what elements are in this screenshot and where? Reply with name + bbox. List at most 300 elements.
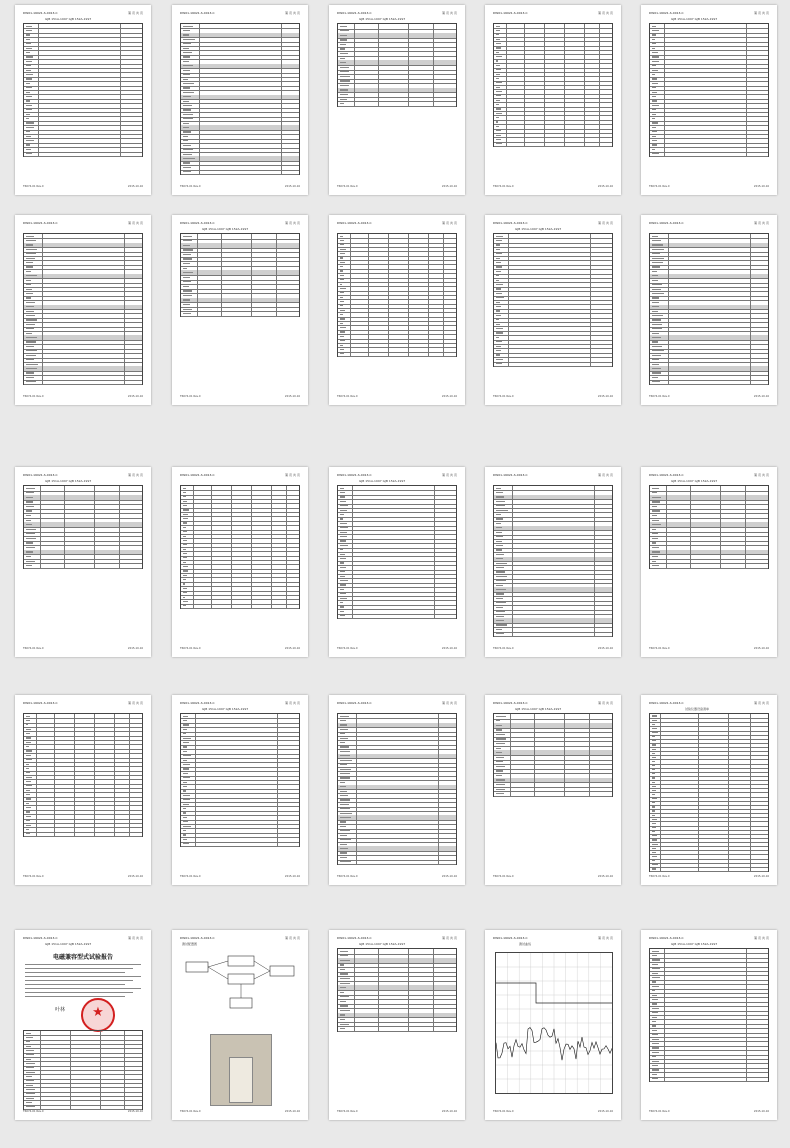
table-cell-text [652,823,656,824]
table-cell-text [26,271,31,272]
table-cell-text [340,288,346,289]
table-cell-text [496,549,502,550]
table-cell-text [652,74,655,75]
table-column-line [433,949,434,1031]
page-number-label: 第 页 共 页 [128,473,143,477]
table-cell-text [496,65,500,66]
footer-date: 2015-10-16 [597,1110,613,1113]
table-column-line [666,486,667,568]
table-cell-text [652,959,660,960]
table-cell-text [652,280,658,281]
table-cell-text [496,236,503,237]
table-cell-text [652,777,655,778]
table-cell-text [183,245,190,246]
table-cell-text [26,249,37,250]
table-cell-text [183,26,193,27]
footer-date: 2015-10-16 [441,395,457,398]
table-cell-text [652,346,662,347]
table-column-line [594,486,595,636]
equipment-cabinet [229,1057,253,1103]
table-cell-text [340,602,343,603]
table-cell-text [496,39,500,40]
report-page [329,5,465,195]
table-cell-text [26,720,30,721]
footer-date: 2015-10-16 [753,647,769,650]
table-cell-text [26,746,29,747]
report-page [329,215,465,405]
table-row [181,842,299,847]
table-cell-text [340,996,349,997]
table-cell-text [652,258,664,259]
table-cell-text [26,1080,34,1081]
table-cell-text [496,576,507,577]
table-cell-text [183,601,188,602]
table-cell-text [340,1010,350,1011]
data-table [493,713,613,797]
table-cell-text [496,117,499,118]
table-cell-text [26,364,38,365]
report-id: DW01-16021-S-0013-C [337,473,372,477]
table-cell-text [26,372,34,373]
table-cell-text [652,995,657,996]
table-cell-text [26,561,35,562]
table-cell-text [496,589,506,590]
table-column-line [378,24,379,106]
table-cell-text [183,557,187,558]
table-cell-text [652,1065,658,1066]
table-column-line [36,714,37,836]
table-cell-text [340,279,344,280]
table-cell-text [26,333,32,334]
table-cell-text [496,775,502,776]
report-id: DW01-16021-S-0013-C [337,221,372,225]
table-cell-text [652,306,659,307]
table-cell-text [26,52,30,53]
table-cell-text [652,856,657,857]
table-cell-text [340,103,344,104]
table-cell-text [183,544,187,545]
table-column-line [524,24,525,146]
table-cell-text [183,738,191,739]
table-cell-text [652,839,657,840]
chart-frame [495,952,613,1094]
table-cell-text [340,567,346,568]
table-cell-text [652,1039,659,1040]
table-cell-text [340,724,347,725]
footer-date: 2015-10-16 [127,647,143,650]
footer-date: 2015-10-16 [753,875,769,878]
table-cell-text [496,284,503,285]
table-cell-text [652,96,656,97]
table-cell-text [496,510,508,511]
table-cell-text [496,567,504,568]
report-page [641,695,777,885]
table-cell-text [340,253,345,254]
table-cell-text [26,742,31,743]
table-cell-text [652,732,658,733]
data-table [23,233,143,385]
table-cell-text [496,734,505,735]
table-cell-text [26,1054,34,1055]
table-cell-text [652,1003,657,1004]
table-cell-text [26,506,34,507]
table-cell-text [496,729,502,730]
table-cell-text [496,43,501,44]
table-cell-text [496,523,501,524]
table-cell-text [183,795,190,796]
table-cell-text [652,990,655,991]
footer-form-code: TR074-01 Rev.0 [493,185,514,188]
table-cell-text [496,554,504,555]
table-cell-text [183,562,186,563]
table-cell-text [183,839,187,840]
table-cell-text [183,531,187,532]
standard-label: GJB 151A-1997 GJB 152A-1997 [359,479,406,483]
table-cell-text [340,270,343,271]
table-cell-text [340,978,350,979]
page-footer [493,185,613,189]
table-cell-text [496,126,499,127]
table-cell-text [496,536,503,537]
table-cell-text [340,799,350,800]
table-cell-text [496,100,500,101]
data-table [23,23,143,157]
table-cell-text [496,761,503,762]
table-cell-text [652,1008,659,1009]
report-id: DW01-16021-S-0013-C [649,936,684,940]
table-cell-text [183,304,190,305]
table-cell-text [652,52,658,53]
table-cell-text [496,496,504,497]
table-column-line [443,234,444,356]
table-cell-text [26,61,32,62]
footer-date: 2015-10-16 [127,1110,143,1113]
page-number-label: 第 页 共 页 [598,936,613,940]
table-cell-text [496,585,503,586]
table-cell-text [652,831,655,832]
table-cell-text [652,372,661,373]
table-cell-text [652,765,655,766]
footer-form-code: TR074-01 Rev.0 [649,1110,670,1113]
table-cell-text [340,492,345,493]
table-cell-text [26,127,34,128]
table-cell-text [496,113,502,114]
table-cell-text [652,240,661,241]
table-cell-text [652,92,657,93]
page-header [337,221,457,229]
table-cell-text [496,501,505,502]
table-cell-text [340,589,344,590]
table-cell-text [26,65,31,66]
table-cell-text [340,536,347,537]
table-cell-text [496,288,501,289]
table-cell-text [652,848,656,849]
table-cell-text [652,114,656,115]
handwritten-signature: 叶林 [55,1007,66,1013]
table-cell-text [26,122,34,123]
data-table [649,713,769,872]
table-cell-text [183,158,195,159]
table-cell-text [26,556,31,557]
table-cell-text [26,524,32,525]
table-cell-text [496,91,502,92]
report-id: DW01-16021-S-0013-C [649,473,684,477]
table-cell-text [183,131,191,132]
table-cell-text [340,501,346,502]
table-cell-text [183,773,188,774]
table-cell-text [652,30,659,31]
table-cell-text [26,34,30,35]
table-cell-text [652,501,660,502]
footer-form-code: TR074-01 Rev.0 [493,1110,514,1113]
table-cell-text [652,149,655,150]
table-cell-text [652,311,658,312]
table-column-line [664,24,665,156]
table-cell-text [26,1046,31,1047]
table-cell-text [340,826,346,827]
table-cell-text [183,527,186,528]
table-cell-text [652,355,661,356]
table-cell-text [183,579,186,580]
table-cell-text [183,536,186,537]
table-cell-text [652,1074,657,1075]
table-cell-text [496,558,503,559]
table-cell-text [652,293,664,294]
table-cell-text [496,249,500,250]
table-cell-text [496,720,500,721]
footer-form-code: TR074-01 Rev.0 [337,647,358,650]
page-footer [337,185,457,189]
table-cell-text [496,725,502,726]
page-footer [23,647,143,651]
table-cell-text [340,26,347,27]
table-cell-text [183,566,188,567]
table-cell-text [496,784,505,785]
table-cell-text [496,580,506,581]
table-column-line [38,24,39,156]
table-cell-text [340,839,351,840]
page-footer [493,875,613,879]
table-cell-text [496,616,504,617]
table-cell-text [340,729,348,730]
table-cell-text [496,130,501,131]
table-cell-text [340,523,347,524]
report-id: DW01-16021-S-0013-C [493,473,528,477]
table-cell-text [26,533,35,534]
table-column-line [368,234,369,356]
table-cell-text [183,492,186,493]
table-cell-text [652,289,661,290]
table-cell-text [183,488,186,489]
cover-title: 电磁兼容型式试验报告 [52,954,113,961]
page-number-label: 第 页 共 页 [128,701,143,705]
table-cell-text [26,359,34,360]
table-cell-text [26,829,29,830]
table-cell-text [496,624,507,625]
table-column-line [94,486,95,568]
table-cell-text [183,755,191,756]
equipment-list-title: 试验仪器设备清单 [685,707,710,711]
footer-date: 2015-10-16 [127,395,143,398]
table-cell-text [340,987,346,988]
table-column-line [251,486,252,608]
table-cell-text [496,620,504,621]
table-column-line [70,1031,71,1109]
table-cell-text [340,992,344,993]
table-cell-text [340,48,345,49]
table-cell-text [183,522,187,523]
page-number-label: 第 页 共 页 [754,701,769,705]
page-number-label: 第 页 共 页 [285,936,300,940]
table-cell-text [652,999,658,1000]
table-cell-text [26,48,32,49]
table-cell-text [496,328,503,329]
table-column-line [211,486,212,608]
table-cell-text [340,852,347,853]
table-cell-text [496,757,504,758]
table-cell-text [26,1033,31,1034]
table-cell-text [26,30,32,31]
table-cell-text [26,96,32,97]
table-cell-text [26,551,33,552]
table-cell-text [183,83,194,84]
table-cell-text [496,598,503,599]
table-cell-text [26,520,31,521]
table-cell-text [652,244,663,245]
footer-form-code: TR074-01 Rev.0 [649,647,670,650]
page-number-label: 第 页 共 页 [598,221,613,225]
footer-form-code: TR074-01 Rev.0 [23,185,44,188]
table-column-line [354,949,355,1031]
table-cell-text [26,56,33,57]
table-cell-text [652,275,658,276]
table-cell-text [340,580,348,581]
footer-form-code: TR074-01 Rev.0 [493,647,514,650]
table-cell-text [652,761,655,762]
standard-label: GJB 151A-1997 GJB 152A-1997 [671,942,718,946]
table-cell-text [26,302,35,303]
table-cell-text [26,140,34,141]
footer-date: 2015-10-16 [284,395,300,398]
table-cell-text [26,565,32,566]
table-cell-text [26,497,33,498]
table-cell-text [652,515,657,516]
table-cell-text [183,254,191,255]
table-column-line [221,234,222,316]
data-table [337,948,457,1032]
report-id: DW01-16021-S-0013-C [337,11,372,15]
table-cell-text [26,1050,34,1051]
standard-label: GJB 151A-1997 GJB 152A-1997 [515,707,562,711]
table-cell-text [183,804,189,805]
report-page [485,930,621,1120]
table-cell-text [652,70,658,71]
page-footer [180,647,300,651]
table-cell-text [26,92,30,93]
table-cell-text [496,258,500,259]
table-cell-text [652,749,656,750]
table-cell-text [496,332,503,333]
table-cell-text [340,297,343,298]
table-cell-text [652,1078,658,1079]
footer-form-code: TR074-01 Rev.0 [23,647,44,650]
footer-form-code: TR074-01 Rev.0 [493,395,514,398]
table-column-line [508,234,509,366]
table-row [338,101,456,107]
table-cell-text [26,811,30,812]
standard-label: GJB 151A-1997 GJB 152A-1997 [45,942,92,946]
page-header [649,221,769,229]
table-cell-text [26,105,32,106]
table-column-line [251,234,252,316]
table-cell-text [496,607,503,608]
data-table [180,485,300,609]
page-footer [23,875,143,879]
table-cell-text [652,556,658,557]
table-column-line [276,234,277,316]
table-cell-text [26,510,32,511]
table-cell-text [652,271,657,272]
table-cell-text [652,297,659,298]
table-cell-text [652,561,656,562]
table-cell-text [340,733,345,734]
page-number-label: 第 页 共 页 [598,701,613,705]
paragraph-line [25,988,141,989]
footer-form-code: TR074-01 Rev.0 [23,1110,44,1113]
data-table [23,485,143,569]
table-cell-text [340,562,344,563]
table-row [650,563,768,569]
footer-date: 2015-10-16 [127,185,143,188]
page-header [493,936,613,944]
table-cell-text [652,973,658,974]
footer-form-code: TR074-01 Rev.0 [649,395,670,398]
table-cell-text [340,576,345,577]
table-cell-text [26,1037,33,1038]
table-column-line [54,714,55,836]
table-cell-text [340,773,350,774]
table-cell-text [26,492,34,493]
table-column-line [100,1031,101,1109]
page-footer [23,1110,143,1114]
standard-label: GJB 151A-1997 GJB 152A-1997 [671,17,718,21]
table-cell-text [340,593,346,594]
footer-form-code: TR074-01 Rev.0 [180,875,201,878]
table-column-line [408,24,409,106]
page-footer [493,1110,613,1114]
page-footer [649,647,769,651]
report-page [15,467,151,657]
paragraph-line [25,964,141,965]
report-page [172,695,308,885]
table-cell-text [183,826,191,827]
footer-form-code: TR074-01 Rev.0 [180,647,201,650]
report-id: DW01-16021-S-0013-C [23,473,58,477]
table-cell-text [340,720,346,721]
page-footer [180,395,300,399]
table-cell-text [652,1061,659,1062]
table-cell-text [652,968,660,969]
page-number-label: 第 页 共 页 [598,11,613,15]
table-cell-text [340,71,349,72]
table-cell-text [652,1056,656,1057]
page-number-label: 第 页 共 页 [285,11,300,15]
table-cell-text [652,127,656,128]
table-cell-text [183,716,188,717]
table-row [650,1077,768,1082]
table-cell-text [652,551,660,552]
table-cell-text [26,266,33,267]
